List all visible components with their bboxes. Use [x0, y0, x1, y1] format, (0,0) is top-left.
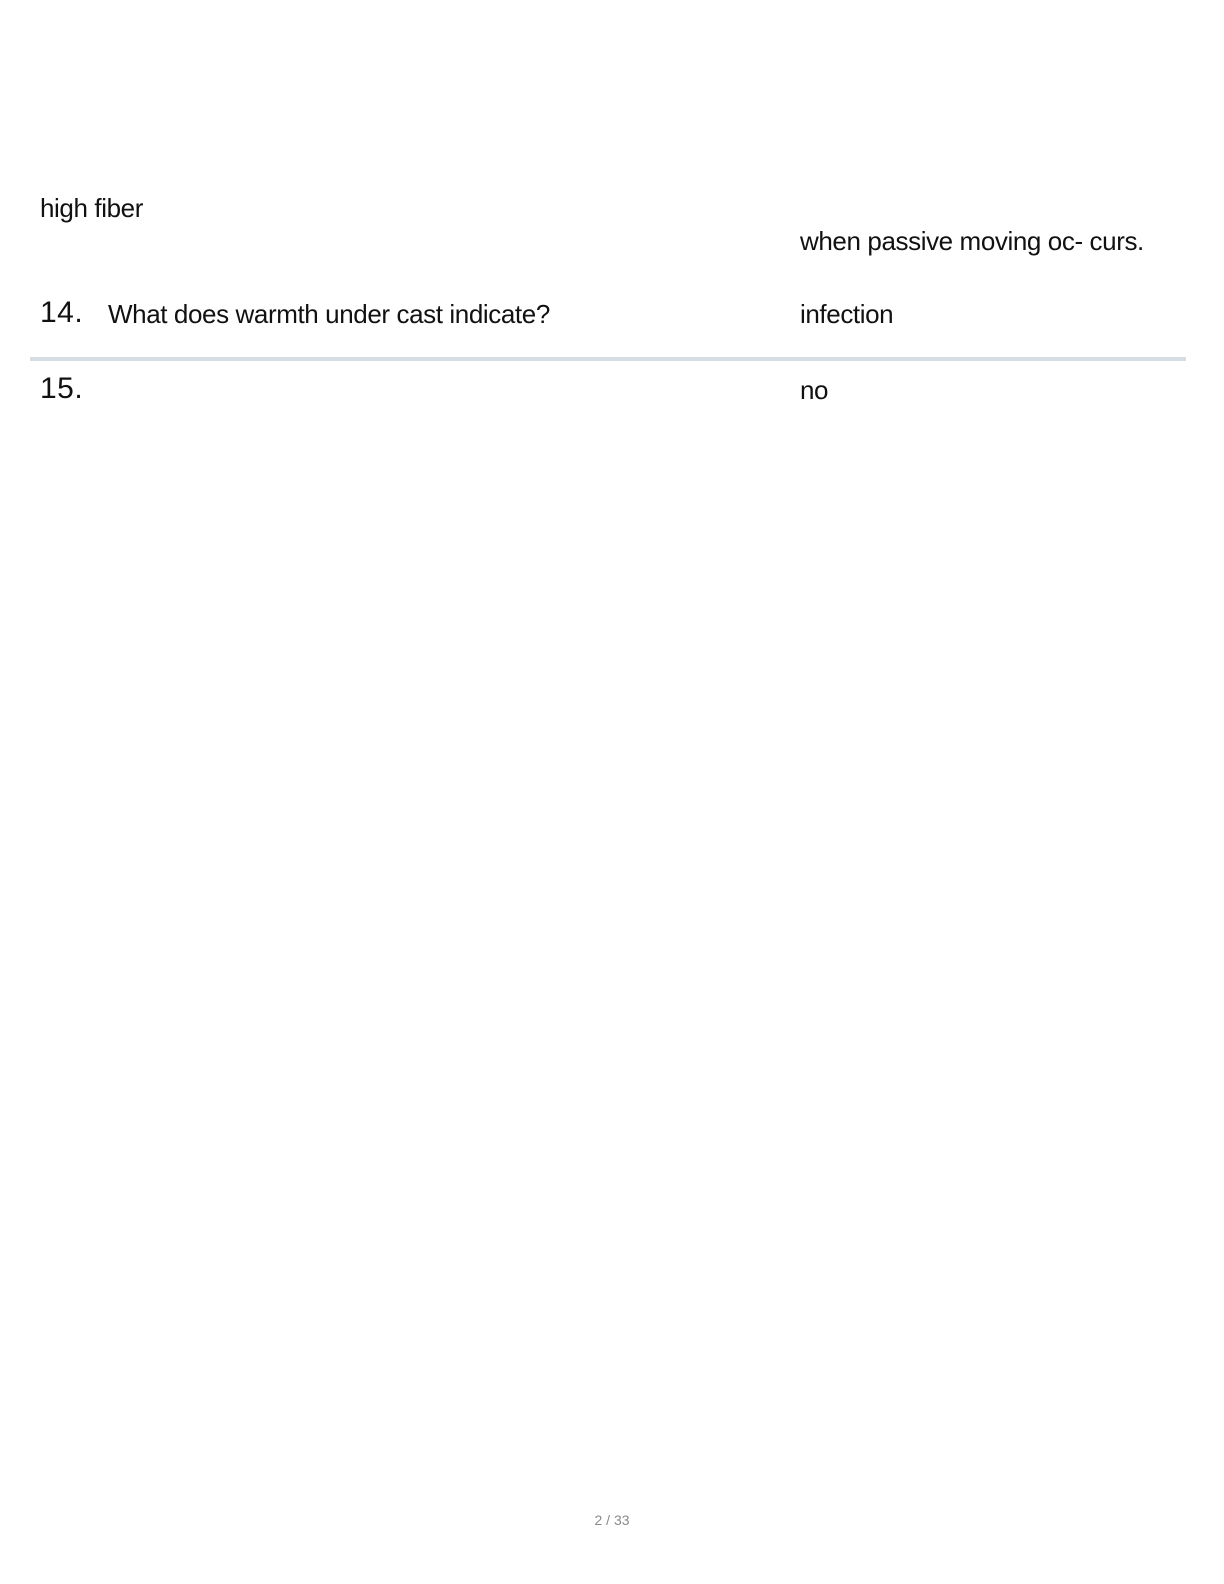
continued-answer-text: when passive moving oc- curs. [800, 226, 1144, 256]
page-indicator: 2 / 33 [594, 1512, 630, 1528]
card-answer: no [800, 375, 829, 405]
card-question: What does warmth under cast indicate? [108, 299, 550, 329]
card-number: 14. [40, 296, 84, 329]
continued-question-text: high fiber [40, 193, 143, 223]
card-number: 15. [40, 372, 84, 405]
card-divider [30, 357, 1186, 361]
card-answer: infection [800, 299, 894, 329]
